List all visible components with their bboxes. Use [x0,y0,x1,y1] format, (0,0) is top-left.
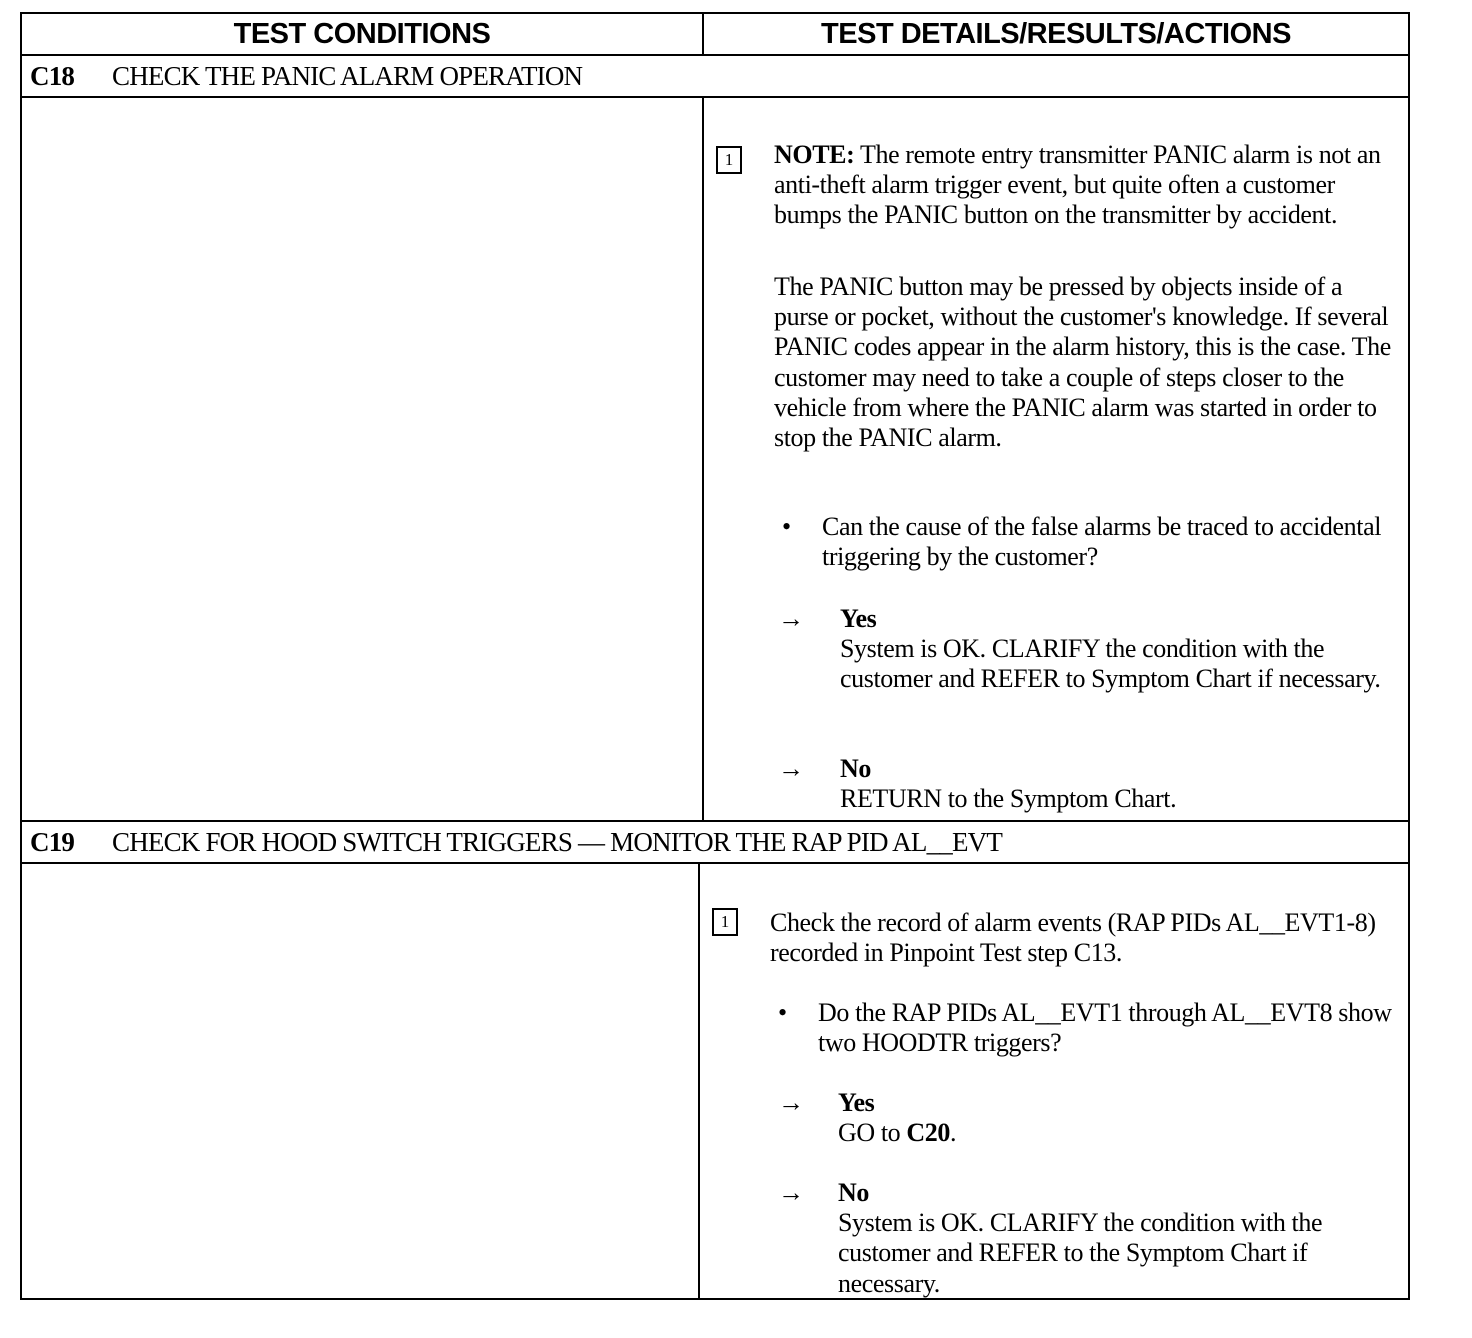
note-text: The remote entry transmitter PANIC alarm is not an anti-theft alarm trigger event, but quite often a customer bumps the PANIC button on the transmitter by accident. [774,140,1381,230]
section-c18-step-box: 1 [716,146,742,174]
section-c18-paragraph: The PANIC button may be pressed by objects inside of a purse or pocket, without the customer's knowledge. If several PANIC codes appear in the alarm history, this is the case. The customer may need to take a couple of steps closer to the vehicle from where the PANIC alarm was started in order to stop the PANIC alarm. [774,272,1391,453]
section-c19-no-label: No [838,1178,869,1207]
section-c18-yes-label: Yes [840,604,877,633]
section-c19-no-action: System is OK. CLARIFY the condition with the customer and REFER to the Symptom Chart if necessary. [838,1208,1323,1298]
section-c18-title: CHECK THE PANIC ALARM OPERATION [112,61,583,91]
section-c19-title-bar [22,820,1408,864]
section-c19-number: C19 [30,827,75,857]
section-c19-bullet: • [778,998,788,1027]
section-c18-question: Can the cause of the false alarms be traced to accidental triggering by the customer? [822,512,1382,572]
section-c19-title: CHECK FOR HOOD SWITCH TRIGGERS — MONITOR THE RAP PID AL__EVT [112,827,1003,857]
section-c18-yes-arrow-icon: → [778,604,804,633]
section-c18-yes-answer [840,604,1400,695]
section-c19-question: Do the RAP PIDs AL__EVT1 through AL__EVT8 show two HOODTR triggers? [818,998,1392,1058]
section-c18-no-label: No [840,754,871,783]
section-c18-conditions-cell [22,98,704,820]
section-c18-title-bar [22,56,1408,98]
section-c18-bullet: • [782,512,792,541]
section-c18-number: C18 [30,61,75,91]
section-c19-instruction: Check the record of alarm events (RAP PIDs AL__EVT1-8) recorded in Pinpoint Test step C13. [770,908,1376,968]
section-c18-note [774,140,1404,231]
header-test-conditions: TEST CONDITIONS [22,14,704,56]
section-c18-details-cell [704,98,1408,820]
section-c19-yes-action-target: C20 [906,1118,950,1148]
section-c19-step-box: 1 [712,908,738,936]
section-c19-yes-arrow-icon: → [778,1088,804,1117]
diagnostic-table [20,12,1410,1300]
section-c19-no-arrow-icon: → [778,1178,804,1207]
section-c19-yes-answer [838,1088,1398,1148]
section-c19-yes-label: Yes [838,1088,875,1117]
section-c19-yes-action-prefix: GO to [838,1118,907,1148]
section-c19-conditions-cell [22,864,700,1298]
section-c19-details-cell [700,864,1408,1298]
section-c19-yes-action-suffix: . [949,1118,957,1148]
note-label: NOTE: [774,140,855,169]
section-c18-no-arrow-icon: → [778,754,804,783]
section-c19-no-answer [838,1178,1398,1299]
section-c18-no-action: RETURN to the Symptom Chart. [840,784,1177,814]
section-c18-no-answer [840,754,1400,814]
header-test-details: TEST DETAILS/RESULTS/ACTIONS [704,14,1408,56]
section-c18-yes-action: System is OK. CLARIFY the condition with the customer and REFER to Symptom Chart if necessary. [840,634,1381,694]
